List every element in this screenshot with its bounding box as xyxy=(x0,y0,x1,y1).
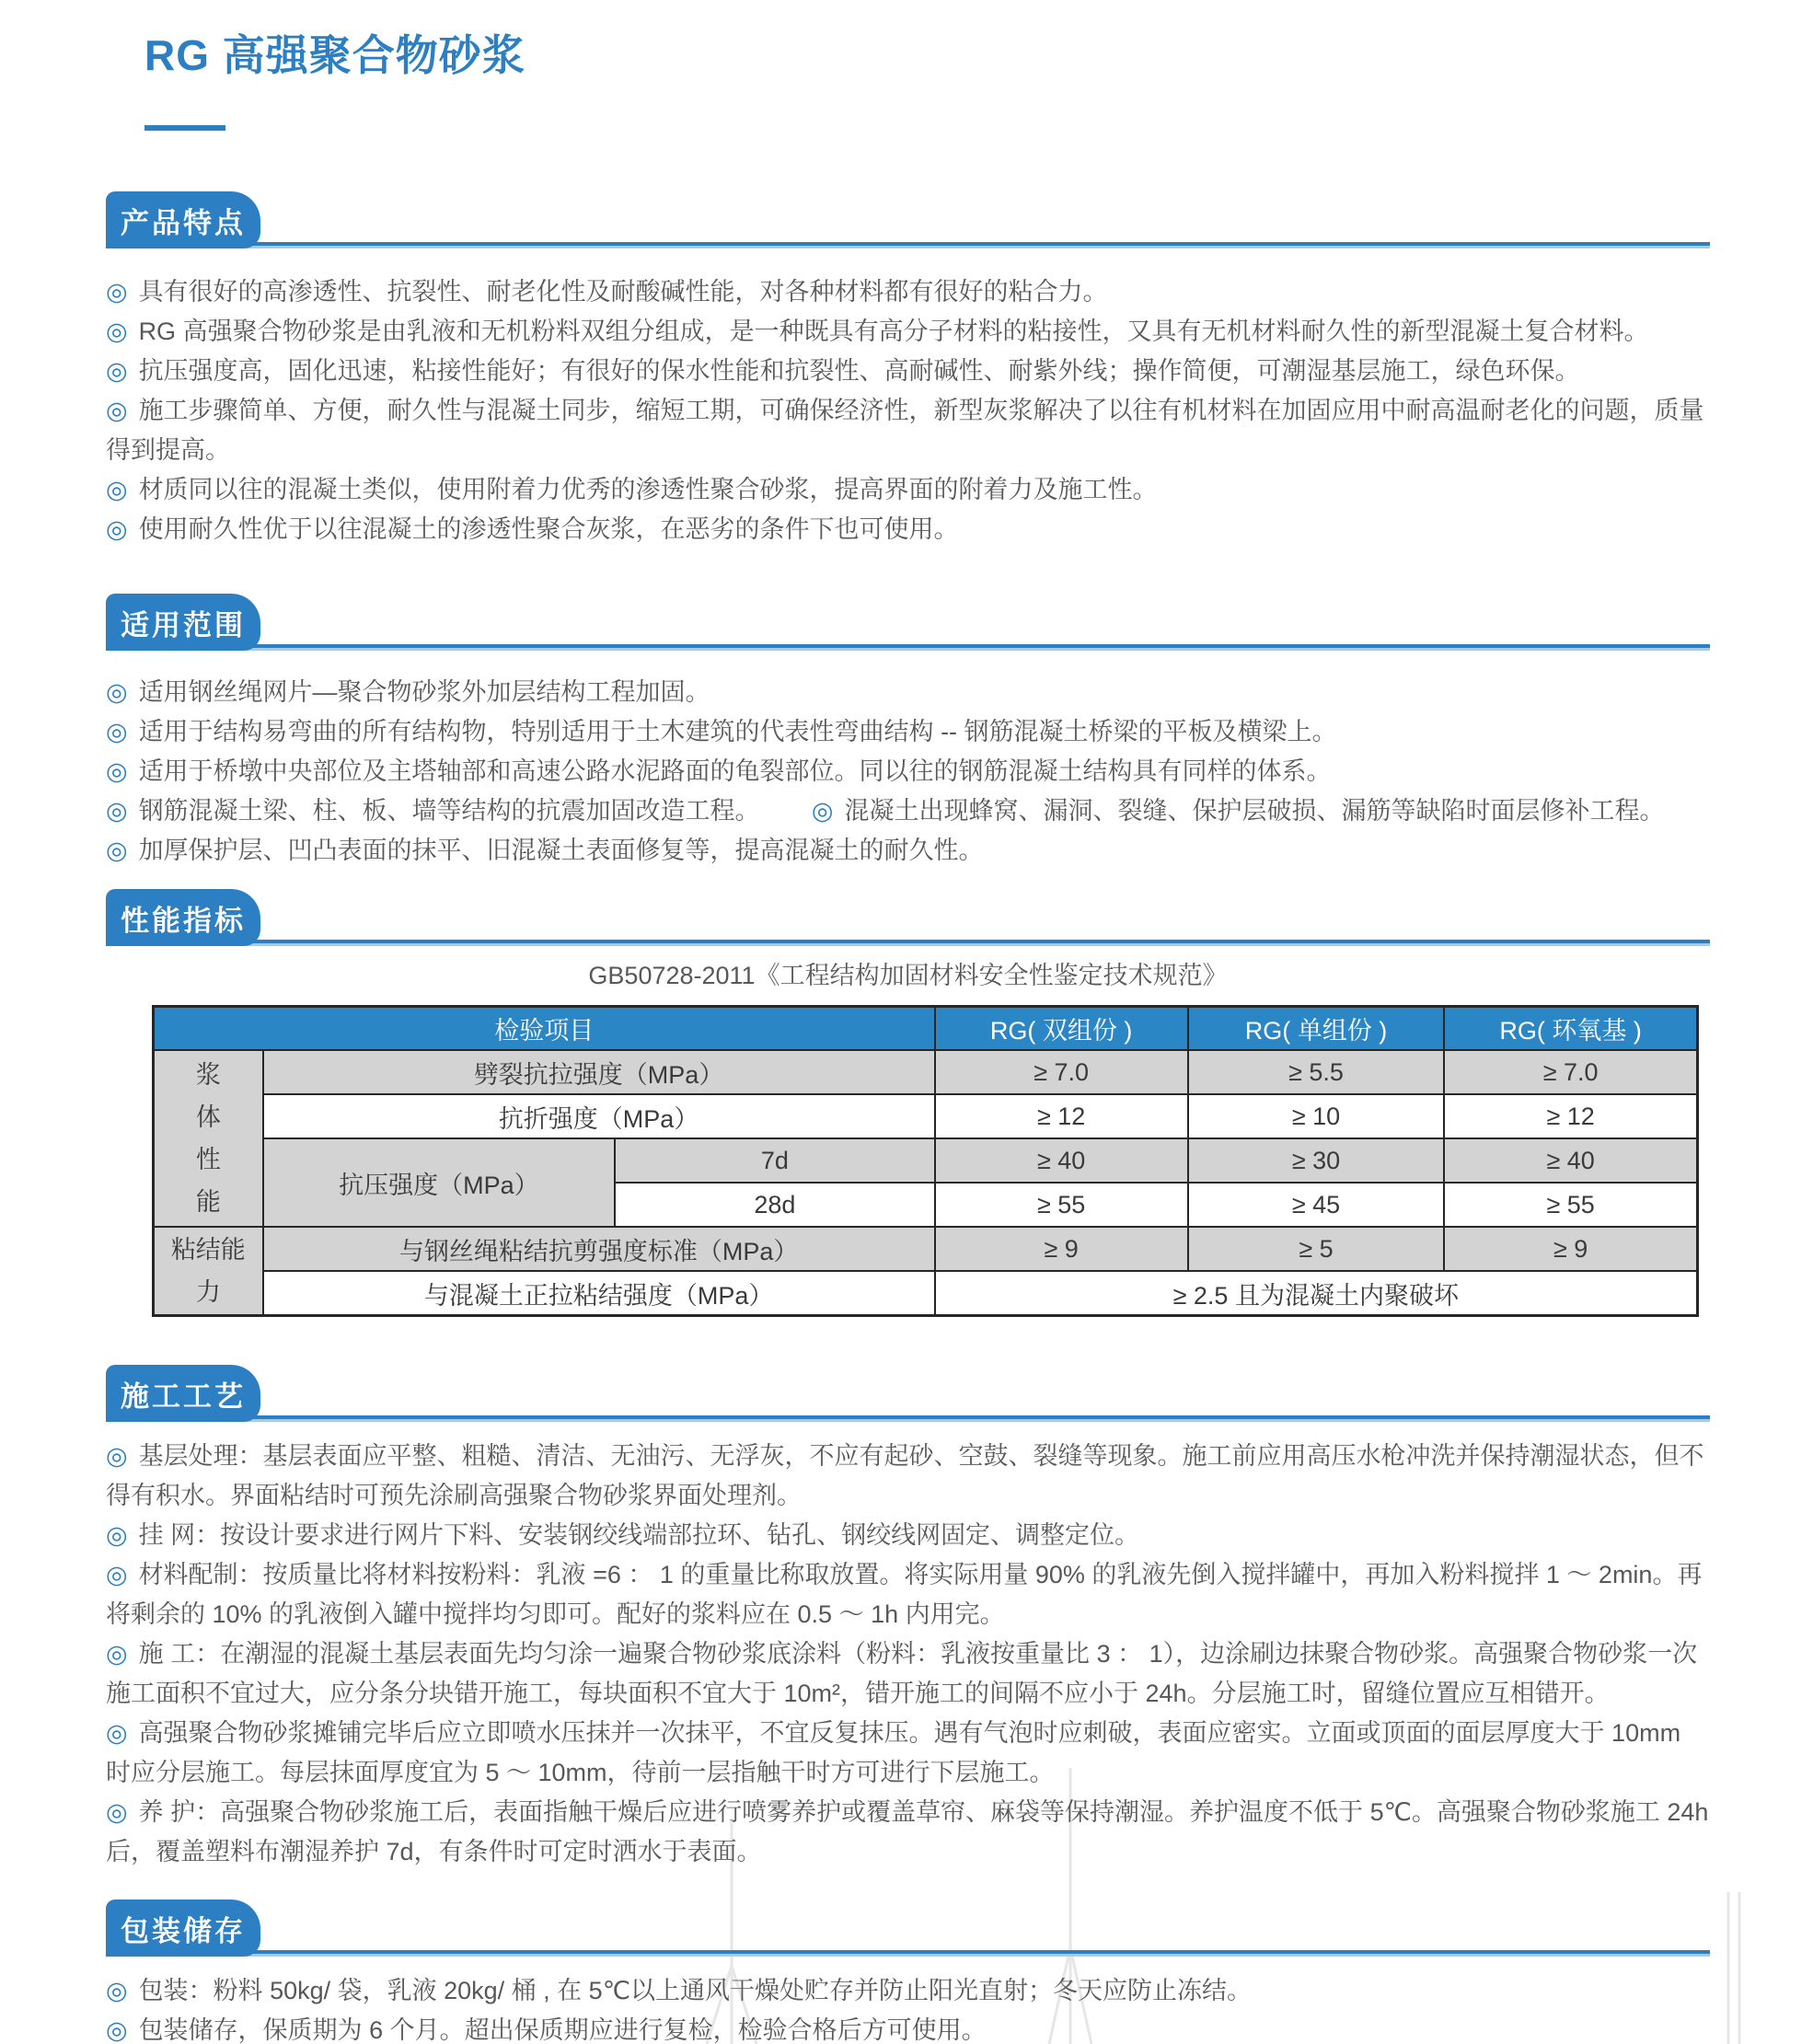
list-item xyxy=(106,673,1710,712)
list-item xyxy=(106,272,1710,312)
cell-shear-bond-v3: ≥ 9 xyxy=(1444,1227,1697,1271)
table-row xyxy=(154,1094,1698,1138)
performance-table xyxy=(152,1005,1699,1317)
cell-flexural-v2: ≥ 10 xyxy=(1188,1094,1445,1138)
title-underline xyxy=(144,125,225,131)
header-cell-item: 检验项目 xyxy=(154,1007,935,1051)
cell-compressive-name: 抗压强度（MPa） xyxy=(263,1138,616,1227)
list-item xyxy=(106,831,1710,871)
bullet-icon: ◎ xyxy=(811,797,834,825)
scope-list xyxy=(106,673,1710,871)
bullet-icon: ◎ xyxy=(106,278,128,306)
section-rule xyxy=(106,940,1710,946)
packaging-item-text: 包装：粉料 50kg/ 袋，乳液 20kg/ 桶 , 在 5℃以上通风干燥处贮存并防止阳光直射；冬天应防止冻结。 xyxy=(138,1977,1253,2004)
section-header-features xyxy=(106,191,1710,248)
group-cell-bond-capacity xyxy=(154,1227,263,1316)
section-badge-process: 施工工艺 xyxy=(106,1365,260,1422)
cell-compressive-28d-v1: ≥ 55 xyxy=(935,1183,1188,1227)
feature-item-text: 抗压强度高，固化迅速，粘接性能好；有很好的保水性能和抗裂性、高耐碱性、耐紫外线；操作简便，可潮湿基层施工，绿色环保。 xyxy=(138,357,1580,385)
list-item xyxy=(106,1437,1710,1516)
cell-flexural-v1: ≥ 12 xyxy=(935,1094,1188,1138)
section-rule xyxy=(106,644,1710,651)
process-item-text: 养 护：高强聚合物砂浆施工后，表面指触干燥后应进行喷雾养护或覆盖草帘、麻袋等保持潮湿。养护温度不低于 5℃。高强聚合物砂浆施工 24h 后，覆盖塑料布潮湿养护 7d，有条件时可定时洒水于表面。 xyxy=(106,1798,1709,1865)
cell-split-tensile-v3: ≥ 7.0 xyxy=(1444,1050,1697,1094)
header-cell-rg-two-part: RG( 双组份 ) xyxy=(935,1007,1188,1051)
table-row xyxy=(154,1138,1698,1183)
group-label: 浆体性能 xyxy=(195,1061,221,1216)
list-item xyxy=(106,752,1710,791)
cell-shear-bond-name: 与钢丝绳粘结抗剪强度标准（MPa） xyxy=(263,1227,935,1271)
section-badge-features: 产品特点 xyxy=(106,191,260,248)
list-item xyxy=(106,1634,1710,1714)
list-item xyxy=(106,712,1710,752)
bullet-icon: ◎ xyxy=(106,1640,128,1668)
bullet-icon: ◎ xyxy=(106,1798,128,1826)
feature-item-text: 使用耐久性优于以往混凝土的渗透性聚合灰浆，在恶劣的条件下也可使用。 xyxy=(138,515,959,543)
list-item xyxy=(106,470,1710,510)
packaging-list xyxy=(106,1971,1710,2044)
bullet-icon: ◎ xyxy=(106,1521,128,1549)
bullet-icon: ◎ xyxy=(106,797,128,825)
bullet-icon: ◎ xyxy=(106,357,128,385)
scope-item-text: 加厚保护层、凹凸表面的抹平、旧混凝土表面修复等，提高混凝土的耐久性。 xyxy=(138,837,984,864)
group-label: 粘结能力 xyxy=(170,1236,246,1306)
pair-left xyxy=(106,791,812,831)
bullet-icon: ◎ xyxy=(106,678,128,706)
process-item-text: 基层处理：基层表面应平整、粗糙、清洁、无油污、无浮灰，不应有起砂、空鼓、裂缝等现象。施工前应用高压水枪冲洗并保持潮湿状态，但不得有积水。界面粘结时可预先涂刷高强聚合物砂浆界面处理剂。 xyxy=(106,1442,1704,1509)
cell-split-tensile-v2: ≥ 5.5 xyxy=(1188,1050,1445,1094)
bullet-icon: ◎ xyxy=(106,1719,128,1747)
list-item xyxy=(106,1793,1710,1872)
list-item xyxy=(106,312,1710,352)
list-item xyxy=(106,352,1710,391)
bullet-icon: ◎ xyxy=(106,1977,128,2004)
bullet-icon: ◎ xyxy=(106,1442,128,1470)
scope-item-text: 混凝土出现蜂窝、漏洞、裂缝、保护层破损、漏筋等缺陷时面层修补工程。 xyxy=(844,797,1665,825)
section-rule xyxy=(106,1415,1710,1422)
feature-item-text: 材质同以往的混凝土类似，使用附着力优秀的渗透性聚合砂浆，提高界面的附着力及施工性。 xyxy=(138,476,1158,503)
list-item xyxy=(106,2011,1710,2044)
table-row xyxy=(154,1050,1698,1094)
cell-compressive-7d-v2: ≥ 30 xyxy=(1188,1138,1445,1183)
section-badge-packaging: 包装储存 xyxy=(106,1900,260,1957)
feature-item-text: RG 高强聚合物砂浆是由乳液和无机粉料双组分组成，是一种既具有高分子材料的粘接性，又具有无机材料耐久性的新型混凝土复合材料。 xyxy=(138,318,1649,345)
group-cell-paste-performance xyxy=(154,1050,263,1227)
process-item-text: 高强聚合物砂浆摊铺完毕后应立即喷水压抹并一次抹平，不宜反复抹压。遇有气泡时应刺破，表面应密实。立面或顶面的面层厚度大于 10mm 时应分层施工。每层抹面厚度宜为 5 ～ 10mm，待前一层指触干时方可进行下层施工。 xyxy=(106,1719,1681,1786)
cell-compressive-28d-v3: ≥ 55 xyxy=(1444,1183,1697,1227)
scope-item-text: 适用钢丝绳网片—聚合物砂浆外加层结构工程加固。 xyxy=(138,678,710,706)
bullet-icon: ◎ xyxy=(106,2016,128,2044)
features-list xyxy=(106,272,1710,549)
cell-shear-bond-v2: ≥ 5 xyxy=(1188,1227,1445,1271)
feature-item-text: 具有很好的高渗透性、抗裂性、耐老化性及耐酸碱性能，对各种材料都有很好的粘合力。 xyxy=(138,278,1108,306)
bullet-icon: ◎ xyxy=(106,1561,128,1588)
list-item xyxy=(106,1516,1710,1555)
cell-tensile-bond-name: 与混凝土正拉粘结强度（MPa） xyxy=(263,1271,935,1316)
list-item-pair xyxy=(106,791,1710,831)
table-caption: GB50728-2011《工程结构加固材料安全性鉴定技术规范》 xyxy=(588,962,1228,989)
cell-split-tensile-name: 劈裂抗拉强度（MPa） xyxy=(263,1050,935,1094)
cell-tensile-bond-span: ≥ 2.5 且为混凝土内聚破坏 xyxy=(935,1271,1698,1316)
section-rule xyxy=(106,242,1710,248)
list-item xyxy=(106,510,1710,549)
bullet-icon: ◎ xyxy=(106,318,128,345)
table-row xyxy=(154,1227,1698,1271)
list-item xyxy=(106,1714,1710,1793)
packaging-item-text: 包装储存，保质期为 6 个月。超出保质期应进行复检，检验合格后方可使用。 xyxy=(138,2016,987,2044)
scope-item-text: 适用于桥墩中央部位及主塔轴部和高速公路水泥路面的龟裂部位。同以往的钢筋混凝土结构具有同样的体系。 xyxy=(138,757,1332,785)
process-list xyxy=(106,1437,1710,1872)
section-header-process xyxy=(106,1365,1710,1422)
process-item-text: 挂 网：按设计要求进行网片下料、安装钢绞线端部拉环、钻孔、钢绞线网固定、调整定位。 xyxy=(138,1521,1140,1549)
cell-compressive-7d-v1: ≥ 40 xyxy=(935,1138,1188,1183)
cell-compressive-28d-v2: ≥ 45 xyxy=(1188,1183,1445,1227)
bullet-icon: ◎ xyxy=(106,757,128,785)
header-cell-rg-one-part: RG( 单组份 ) xyxy=(1188,1007,1445,1051)
list-item xyxy=(106,1971,1710,2011)
cell-split-tensile-v1: ≥ 7.0 xyxy=(935,1050,1188,1094)
scope-item-text: 钢筋混凝土梁、柱、板、墙等结构的抗震加固改造工程。 xyxy=(138,797,760,825)
table-row xyxy=(154,1271,1698,1316)
cell-shear-bond-v1: ≥ 9 xyxy=(935,1227,1188,1271)
bullet-icon: ◎ xyxy=(106,397,128,424)
scope-item-text: 适用于结构易弯曲的所有结构物，特别适用于土木建筑的代表性弯曲结构 -- 钢筋混凝土桥梁的平板及横梁上。 xyxy=(138,718,1337,745)
section-rule xyxy=(106,1950,1710,1957)
pair-right xyxy=(812,791,1665,831)
process-item-text: 材料配制：按质量比将材料按粉料：乳液 =6 ： 1 的重量比称取放置。将实际用量 90% 的乳液先倒入搅拌罐中，再加入粉料搅拌 1 ～ 2min。再将剩余的 10% 的乳液倒入罐中搅拌均匀即可。配好的浆料应在 0.5 ～ 1h 内用完。 xyxy=(106,1561,1703,1628)
cell-compressive-7d-v3: ≥ 40 xyxy=(1444,1138,1697,1183)
bullet-icon: ◎ xyxy=(106,476,128,503)
section-header-packaging xyxy=(106,1900,1710,1957)
cell-flexural-v3: ≥ 12 xyxy=(1444,1094,1697,1138)
bullet-icon: ◎ xyxy=(106,837,128,864)
cell-age-7d: 7d xyxy=(615,1138,934,1183)
list-item xyxy=(106,391,1710,470)
table-header-row xyxy=(154,1007,1698,1051)
section-badge-performance: 性能指标 xyxy=(106,889,260,946)
list-item xyxy=(106,1555,1710,1634)
process-item-text: 施 工：在潮湿的混凝土基层表面先均匀涂一遍聚合物砂浆底涂料（粉料：乳液按重量比 3 ： 1），边涂刷边抹聚合物砂浆。高强聚合物砂浆一次施工面积不宜过大，应分条分块错开施工，每块面积不宜大于 10m²，错开施工的间隔不应小于 24h。分层施工时，留缝位置应互相错开。 xyxy=(106,1640,1698,1707)
section-header-performance xyxy=(106,889,1710,946)
feature-item-text: 施工步骤简单、方便，耐久性与混凝土同步，缩短工期，可确保经济性，新型灰浆解决了以往有机材料在加固应用中耐高温耐老化的问题，质量得到提高。 xyxy=(106,397,1704,464)
cell-age-28d: 28d xyxy=(615,1183,934,1227)
section-badge-scope: 适用范围 xyxy=(106,594,260,651)
header-cell-rg-epoxy: RG( 环氧基 ) xyxy=(1444,1007,1697,1051)
bullet-icon: ◎ xyxy=(106,515,128,543)
bullet-icon: ◎ xyxy=(106,718,128,745)
cell-flexural-name: 抗折强度（MPa） xyxy=(263,1094,935,1138)
page-title: RG 高强聚合物砂浆 xyxy=(144,31,525,79)
section-header-scope xyxy=(106,594,1710,651)
